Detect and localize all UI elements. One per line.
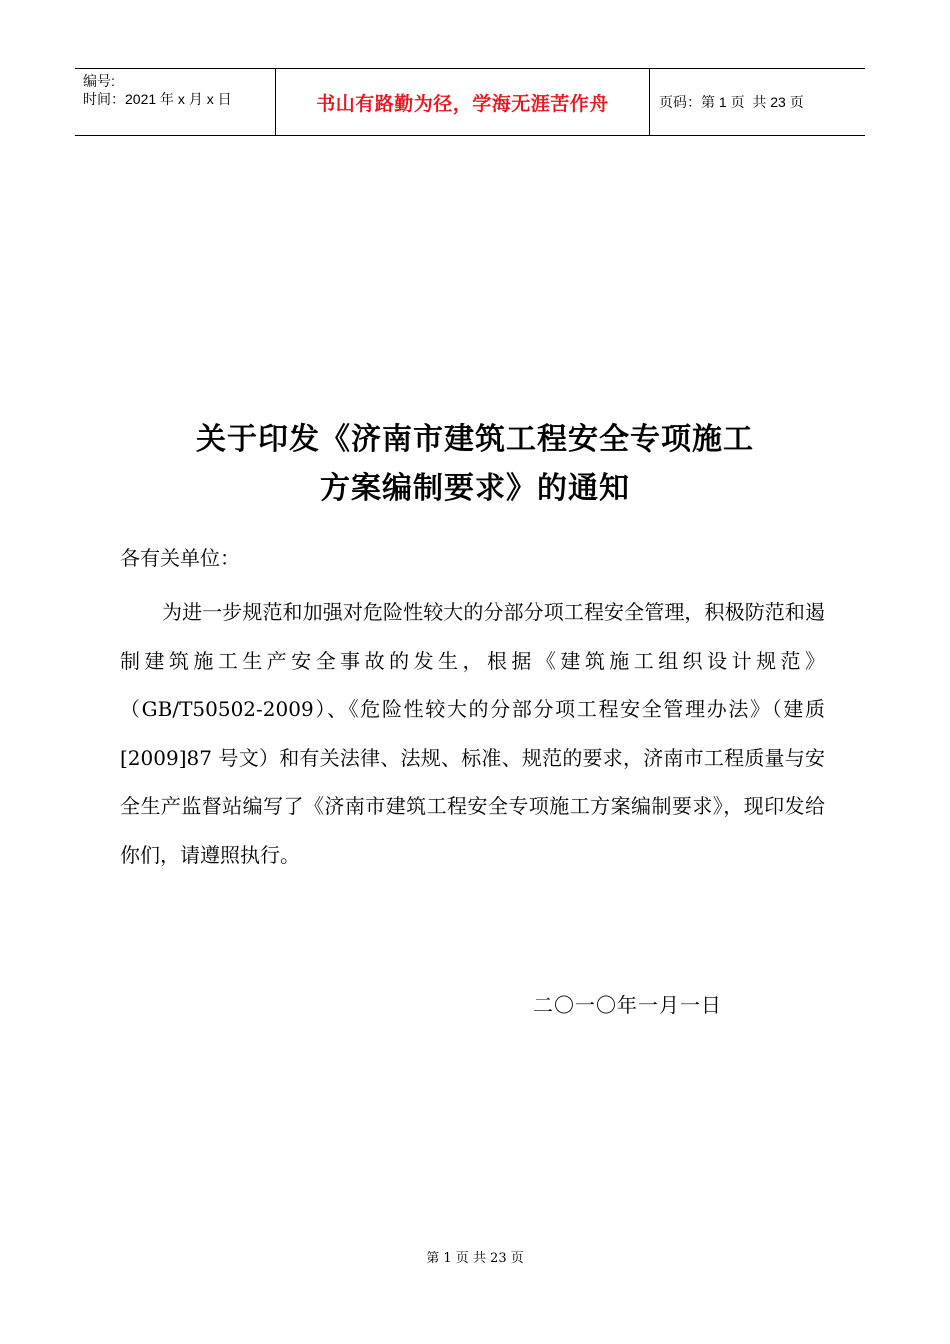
document-time-label: 时间：2021 年 x 月 x 日 [83,91,232,107]
document-date: 二〇一〇年一月一日 [533,993,722,1017]
page-footer: 第 1 页 共 23 页 [426,1251,524,1266]
header-meta [75,69,276,135]
salutation: 各有关单位： [120,546,240,570]
header-page-info [650,69,865,135]
document-title-line-1: 关于印发《济南市建筑工程安全专项施工 [196,422,754,457]
document-title-line-2: 方案编制要求》的通知 [320,471,630,506]
document-number-label: 编号: [83,73,115,89]
header-page-label: 页码：第 1 页 共 23 页 [659,94,804,110]
page-header [75,68,865,136]
body-paragraph: 为进一步规范和加强对危险性较大的分部分项工程安全管理，积极防范和遏制建筑施工生产安全事故的发生，根据《建筑施工组织设计规范》（GB/T50502-2009）、《危险性较大的分部分项工程安全管理办法》（建质[2009]87 号文）和有关法律、法规、标准、规范的要求，济南市工程质量与安全生产监督站编写了《济南市建筑工程安全专项施工方案编制要求》，现印发给你们，请遵照执行。 [120,600,825,867]
header-motto: 书山有路勤为径，学海无涯苦作舟 [276,69,650,135]
